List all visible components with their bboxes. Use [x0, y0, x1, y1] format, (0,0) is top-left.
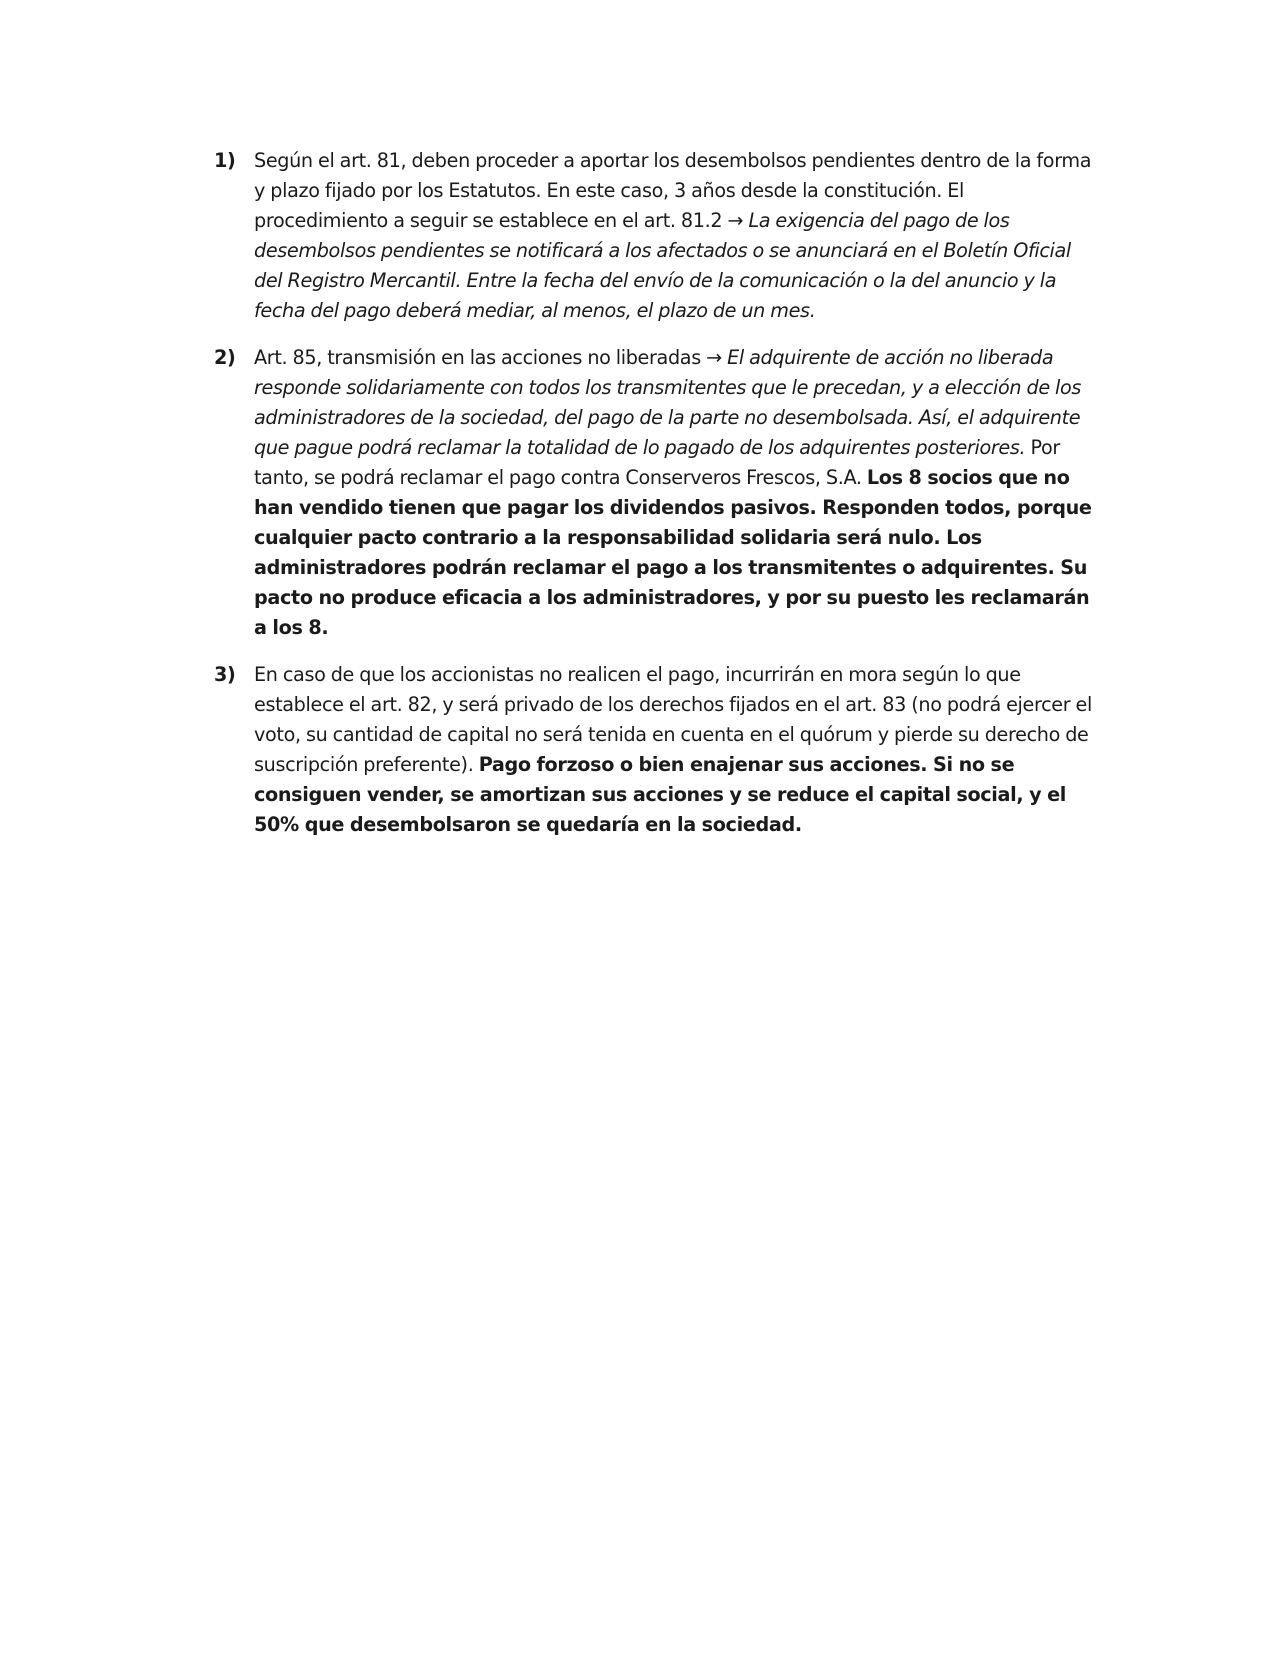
text-segment: Según el art. 81, deben proceder a aportar los desembolsos pendientes dentro de la forma y plazo fijado por los Estatutos. En este caso, 3 años desde la constitución. El procedimiento a seguir se establece en el art. 81.2 → [254, 149, 1092, 232]
text-segment: Por tanto, se podrá reclamar el pago contra Conserveros Frescos, S.A. [254, 436, 1060, 489]
list-item [212, 660, 1092, 840]
italic-text-segment: La exigencia del pago de los desembolsos pendientes se notificará a los afectados o se anunciará en el Boletín Oficial del Registro Mercantil. Entre la fecha del envío de la comunicación o la del anuncio y la fecha del pago deberá mediar, al menos, el plazo de un mes. [254, 209, 1071, 322]
list-item [212, 343, 1092, 643]
bold-text-segment: Pago forzoso o bien enajenar sus acciones. Si no se consiguen vender, se amortizan sus acciones y se reduce el capital social, y el 50% que desembolsaron se quedaría en la sociedad. [254, 753, 1067, 836]
item-number: 2) [214, 346, 236, 369]
item-text [254, 146, 1092, 326]
item-text [254, 660, 1092, 840]
text-segment: Art. 85, transmisión en las acciones no liberadas → [254, 346, 728, 369]
item-number: 3) [214, 663, 236, 686]
list-item [212, 146, 1092, 326]
item-number: 1) [214, 149, 236, 172]
item-text [254, 343, 1092, 643]
text-segment: En caso de que los accionistas no realicen el pago, incurrirán en mora según lo que establece el art. 82, y será privado de los derechos fijados en el art. 83 (no podrá ejercer el voto, su cantidad de capital no será tenida en cuenta en el quórum y pierde su derecho de suscripción preferente). [254, 663, 1092, 776]
bold-text-segment: Los 8 socios que no han vendido tienen que pagar los dividendos pasivos. Responden todos, porque cualquier pacto contrario a la responsabilidad solidaria será nulo. Los administradores podrán reclamar el pago a los transmitentes o adquirentes. Su pacto no produce eficacia a los administradores, y por su puesto les reclamarán a los 8. [254, 466, 1092, 639]
italic-text-segment: El adquirente de acción no liberada responde solidariamente con todos los transmitentes que le precedan, y a elección de los administradores de la sociedad, del pago de la parte no desembolsada. Así, el adquirente que pague podrá reclamar la totalidad de lo pagado de los adquirentes posteriores. [254, 346, 1082, 459]
numbered-list [212, 146, 1092, 857]
